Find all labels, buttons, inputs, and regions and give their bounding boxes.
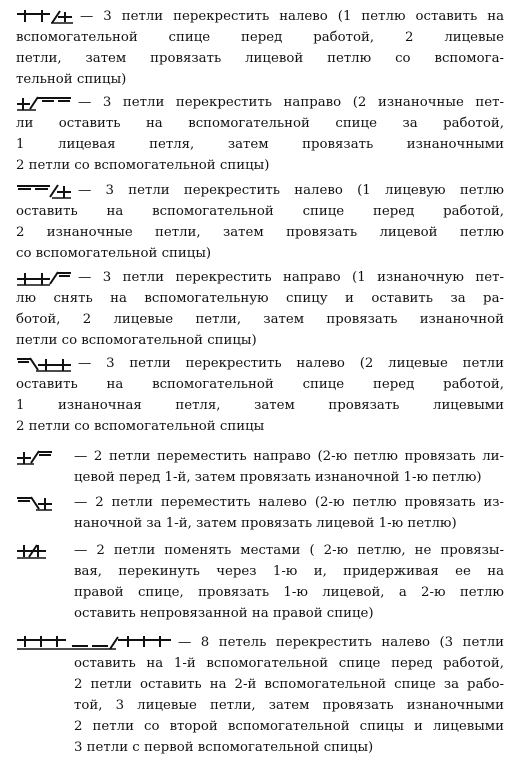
legend-text-line: петли со вспомогательной спицы) — [16, 333, 257, 348]
cross-left-3-1-2-icon — [16, 9, 74, 25]
legend-text-line: — 2 петли переместить направо (2-ю петлю провязать ли- — [74, 449, 504, 464]
legend-text-line: правой спице, провязать 1-ю лицевой, а 2-ю петлю — [74, 585, 504, 600]
legend-text-line: оставить на вспомогательной спице перед работой, — [16, 377, 504, 392]
legend-text-line: — 3 петли перекрестить налево (1 лицевую петлю — [78, 183, 504, 198]
legend-text-line: 2 петли со второй вспомогательной спицы и лицевыми — [74, 719, 504, 734]
legend-text-line: оставить на 1-й вспомогательной спице перед работой, — [74, 656, 504, 671]
legend-text-line: — 8 петель перекрестить налево (3 петли — [178, 635, 504, 650]
legend-text-line: 2 петли со вспомогательной спицы — [16, 419, 265, 434]
cross-right-3-1-purl-2-knit-icon — [16, 270, 72, 286]
legend-text-line: со вспомогательной спицы) — [16, 246, 212, 261]
legend-text-line: — 3 петли перекрестить направо (1 изнаночную пет- — [78, 270, 504, 285]
swap-2-icon — [16, 543, 48, 559]
legend-text-line: вспомогательной спице перед работой, 2 лицевые — [16, 30, 504, 45]
legend-text-line: вая, перекинуть через 1-ю и, придерживая ее на — [74, 564, 504, 579]
legend-text-line: 2 изнаночные петли, затем провязать лицевой петлю — [16, 225, 504, 240]
legend-text-line: тельной спицы) — [16, 72, 127, 87]
legend-text-line: ботой, 2 лицевые петли, затем провязать изнаночной — [16, 312, 504, 327]
legend-text-line: 3 петли с первой вспомогательной спицы) — [74, 740, 374, 755]
cross-right-3-2-1-icon — [16, 95, 72, 111]
legend-text-line: петли, затем провязать лицевой петлю со вспомога- — [16, 51, 504, 66]
cross-left-3-1-knit-2-purl-icon — [16, 183, 72, 199]
legend-text-line: лю снять на вспомогательную спицу и оставить за ра- — [16, 291, 504, 306]
move-right-2-icon — [16, 449, 54, 465]
legend-text-line: ли оставить на вспомогательной спице за работой, — [16, 116, 504, 131]
legend-text-line: 2 петли оставить на 2-й вспомогательной спице за рабо- — [74, 677, 504, 692]
legend-text-line: — 3 петли перекрестить налево (2 лицевые петли — [78, 356, 504, 371]
legend-text-line: той, 3 лицевые петли, затем провязать изнаночными — [74, 698, 504, 713]
legend-text-line: — 2 петли поменять местами ( 2-ю петлю, не провязы- — [74, 543, 504, 558]
legend-text-line: 1 лицевая петля, затем провязать изнаночными — [16, 137, 504, 152]
legend-text-line: — 2 петли переместить налево (2-ю петлю провязать из- — [74, 495, 504, 510]
legend-text-line: оставить на вспомогательной спице перед работой, — [16, 204, 504, 219]
legend-text-line: — 3 петли перекрестить направо (2 изнаночные пет- — [78, 95, 504, 110]
cross-left-8-icon — [16, 635, 172, 651]
legend-text-line: 1 изнаночная петля, затем провязать лицевыми — [16, 398, 504, 413]
legend-text-line: — 3 петли перекрестить налево (1 петлю оставить на — [80, 9, 504, 24]
move-left-2-icon — [16, 495, 54, 511]
legend-text-line: оставить непровязанной на правой спице) — [74, 606, 374, 621]
legend-text-line: наночной за 1-й, затем провязать лицевой 1-ю петлю) — [74, 516, 457, 531]
legend-text-line: 2 петли со вспомогательной спицы) — [16, 158, 270, 173]
legend-text-line: цевой перед 1-й, затем провязать изнаночной 1-ю петлю) — [74, 470, 482, 485]
cross-left-3-2-knit-1-purl-icon — [16, 356, 72, 372]
